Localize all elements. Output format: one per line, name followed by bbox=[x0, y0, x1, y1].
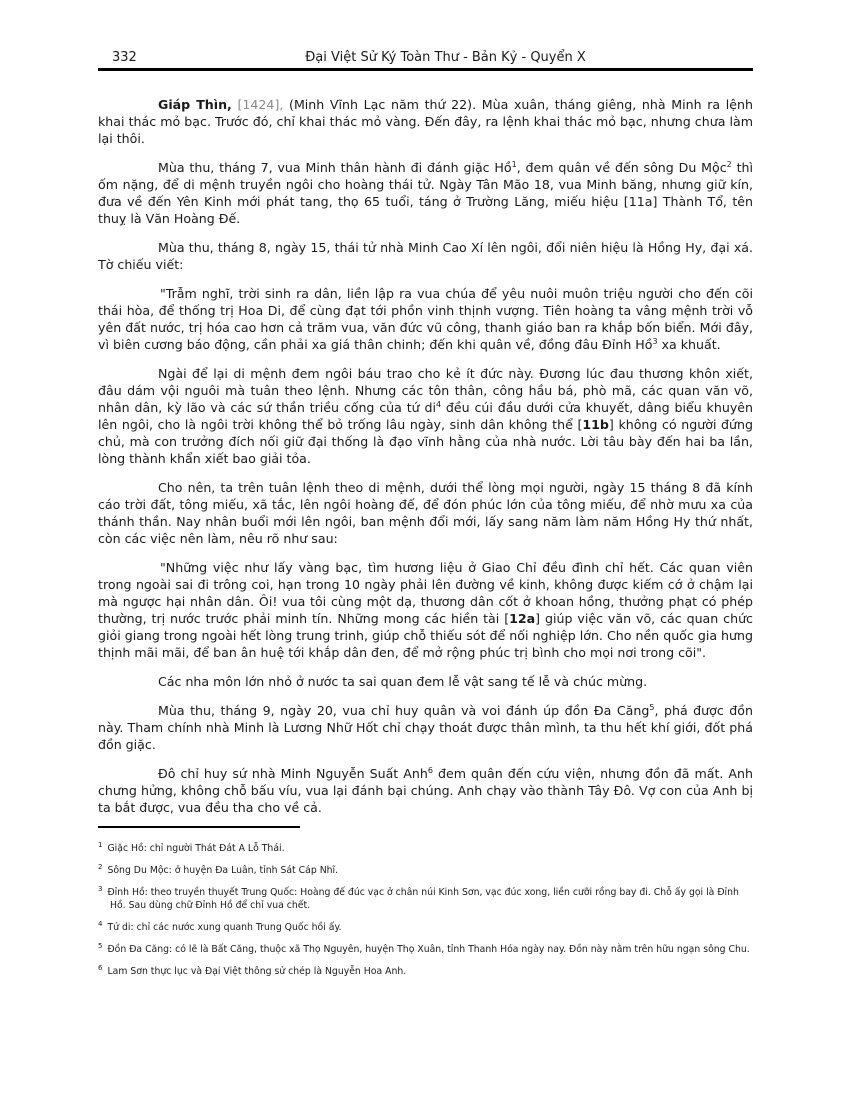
main-text bbox=[98, 96, 753, 828]
paragraph-text: Ngài để lại di mệnh đem ngôi báu trao cho kẻ ít đức này. Đương lúc đau thương khôn xiết, đâu dám vội nguôi mà tuân theo lệnh. Nhưng các tôn thân, công hầu bá, phò mã, các quan văn võ, nhân dân, kỳ lão và các sứ thần triều cống của tứ di bbox=[98, 366, 753, 415]
footnote bbox=[98, 842, 753, 855]
paragraph-text: Đô chỉ huy sứ nhà Minh Nguyễn Suất Anh bbox=[158, 766, 428, 781]
footnote-number: 1 bbox=[98, 840, 103, 849]
year-number: [1424], bbox=[237, 97, 284, 112]
footnote bbox=[98, 921, 753, 934]
paragraph-text: đều cúi đầu dưới cửa khuyết, dâng biểu khuyên lên ngôi, cho là ngôi trời không thể bỏ trống lâu ngày, sinh dân không thể [ bbox=[98, 400, 754, 432]
footnote-number: 3 bbox=[98, 884, 103, 893]
paragraph-text: ] không có người đứng chủ, mà con trưởng đích nối giữ đại thống là đạo vĩnh hằng của nhà nước. Lời tâu bày đến hai ba lần, lòng thành khẩn xiết bao giải tỏa. bbox=[98, 417, 754, 466]
footnote-ref[interactable]: 2 bbox=[726, 159, 732, 169]
footnote-text: Giặc Hồ: chỉ người Thát Đát A Lỗ Thái. bbox=[107, 843, 285, 854]
footnote-number: 5 bbox=[98, 941, 103, 950]
paragraph-text: Mùa thu, tháng 7, vua Minh thân hành đi đánh giặc Hồ bbox=[158, 160, 512, 175]
footnote-ref[interactable]: 4 bbox=[435, 399, 442, 409]
paragraph-8: Các nha môn lớn nhỏ ở nước ta sai quan đem lễ vật sang tế lễ và chúc mừng. bbox=[158, 674, 648, 689]
paragraph-6: Cho nên, ta trên tuân lệnh theo di mệnh, dưới thể lòng mọi người, ngày 15 tháng 8 đã kính cáo trời đất, tông miếu, xã tắc, lên ngôi hoàng đế, để đón phúc lớn của tông miếu, để nhờ mưu xa của thánh thần. Nay nhân buổi mới lên ngôi, ban mệnh đổi mới, lấy sang năm làm năm Hồng Hy thứ nhất, còn các việc nên làm, nêu rõ như sau: bbox=[98, 480, 753, 546]
page-header bbox=[98, 50, 753, 68]
footnote bbox=[98, 965, 753, 978]
footnote-text: Sông Du Mộc: ở huyện Đa Luân, tỉnh Sát Cáp Nhĩ. bbox=[107, 865, 339, 876]
footnote-number: 2 bbox=[98, 862, 103, 871]
paragraph-text: Mùa thu, tháng 9, ngày 20, vua chỉ huy quân và voi đánh úp đồn Đa Căng bbox=[158, 703, 650, 718]
page-number: 332 bbox=[112, 50, 137, 65]
paragraph-5 bbox=[98, 365, 753, 467]
folio-marker: 12a bbox=[509, 611, 536, 626]
footnote-text: Đỉnh Hồ: theo truyền thuyết Trung Quốc: Hoàng đế đúc vạc ở chân núi Kinh Sơn, vạc đúc xong, liền cưỡi rồng bay đi. Chỗ ấy gọi là Đỉnh Hồ. Sau dùng chữ Đỉnh Hồ để chỉ vua chết. bbox=[107, 887, 739, 911]
footnote-number: 6 bbox=[98, 963, 103, 972]
paragraph-7 bbox=[98, 559, 753, 661]
paragraph-text: "Những việc như lấy vàng bạc, tìm hương liệu ở Giao Chỉ đều đình chỉ hết. Các quan viên trong ngoài sai đi trông coi, hạn trong 10 ngày phải lên đường về kinh, không được kiếm cớ ở chậm lại mà ngược hại nhân dân. Ôi! vua tôi cùng một dạ, thương dân cốt ở khoan hồng, thưởng phạt có phép thường, trị nước trước phải minh tín. Những mong các hiền tài [ bbox=[98, 560, 753, 626]
footnote bbox=[98, 943, 753, 956]
footnote-ref[interactable]: 1 bbox=[511, 159, 517, 169]
paragraph-4 bbox=[98, 285, 753, 353]
footnote-text: Tứ di: chỉ các nước xung quanh Trung Quốc hồi ấy. bbox=[107, 922, 342, 933]
footnote-ref[interactable]: 6 bbox=[427, 765, 433, 775]
paragraph-text: "Trẫm nghĩ, trời sinh ra dân, liền lập ra vua chúa để yêu nuôi muôn triệu người cho đến cõi thái hòa, để thống trị Hoa Di, để cùng đạt tới phồn vinh thịnh vượng. Tiên hoàng ta vâng mệnh trời vỗ yên đất nước, trị hóa cao hơn cả trăm vua, văn đức vũ công, thanh giáo ban ra khắp bốn biển. Mới đây, vì biên cương báo động, cần phải xa giá thân chinh; đến khi quân về, đồng đâu Đỉnh Hồ bbox=[98, 286, 753, 352]
year-heading: Giáp Thìn, bbox=[158, 97, 232, 112]
footnote bbox=[98, 864, 753, 877]
paragraph-2 bbox=[98, 159, 753, 227]
paragraph-text: , phá được đồn này. Tham chính nhà Minh là Lương Nhữ Hốt chỉ chạy thoát được thân mình, ta thu hết khí giới, đốt phá đồn giặc. bbox=[98, 703, 753, 752]
footnote-ref[interactable]: 3 bbox=[652, 336, 658, 346]
paragraph-10 bbox=[98, 765, 753, 816]
paragraph-text: ] giúp việc văn võ, các quan chức giỏi giang trong ngoài hết lòng trung trinh, giúp chỗ thiếu sót để nối nghiệp lớn. Cho nền quốc gia hưng thịnh mãi mãi, để ban ân huệ tới khắp dân đen, để mở rộng phúc trị bình cho mọi nơi trong cõi". bbox=[98, 611, 753, 660]
footnote-number: 4 bbox=[98, 919, 103, 928]
footnotes bbox=[98, 842, 753, 987]
footnote-text: Lam Sơn thực lục và Đại Việt thông sử chép là Nguyễn Hoa Anh. bbox=[107, 966, 407, 977]
paragraph-9 bbox=[98, 702, 753, 753]
footnote bbox=[98, 886, 753, 912]
running-title: Đại Việt Sử Ký Toàn Thư - Bản Kỷ - Quyển X bbox=[305, 50, 586, 65]
paragraph-3: Mùa thu, tháng 8, ngày 15, thái tử nhà Minh Cao Xí lên ngôi, đổi niên hiệu là Hồng Hy, đại xá. Tờ chiếu viết: bbox=[98, 240, 753, 272]
paragraph-text: xa khuất. bbox=[657, 337, 721, 352]
paragraph-text: thì ốm nặng, để di mệnh truyền ngôi cho hoàng thái tử. Ngày Tân Mão 18, vua Minh băng, nhưng giữ kín, đưa về đến Yên Kinh mới phát tang, thọ 65 tuổi, táng ở Trường Lăng, miếu hiệu [11a] Thành Tổ, tên thuỵ là Văn Hoàng Đế. bbox=[98, 160, 753, 226]
footnote-text: Đồn Đa Căng: có lẽ là Bất Căng, thuộc xã Thọ Nguyên, huyện Thọ Xuân, tỉnh Thanh Hóa ngày nay. Đồn này nằm trên hữu ngạn sông Chu. bbox=[107, 944, 750, 955]
folio-marker: 11b bbox=[582, 417, 609, 432]
paragraph-text: , đem quân về đến sông Du Mộc bbox=[516, 160, 727, 175]
paragraph-1 bbox=[98, 96, 753, 147]
header-rule bbox=[98, 68, 753, 71]
paragraph-text: đem quân đến cứu viện, nhưng đồn đã mất. Anh chưng hửng, không chỗ bấu víu, vua lại đánh bại chúng. Anh chạy vào thành Tây Đô. Vợ con của Anh bị ta bắt được, vua đều tha cho về cả. bbox=[98, 766, 753, 815]
paragraph-text: (Minh Vĩnh Lạc năm thứ 22). Mùa xuân, tháng giêng, nhà Minh ra lệnh khai thác mỏ bạc. Trước đó, chỉ khai thác mỏ vàng. Đến đây, ra lệnh khai thác mỏ bạc, nhưng chưa làm lại thôi. bbox=[98, 97, 753, 146]
footnote-rule bbox=[98, 826, 300, 828]
footnote-ref[interactable]: 5 bbox=[649, 702, 655, 712]
